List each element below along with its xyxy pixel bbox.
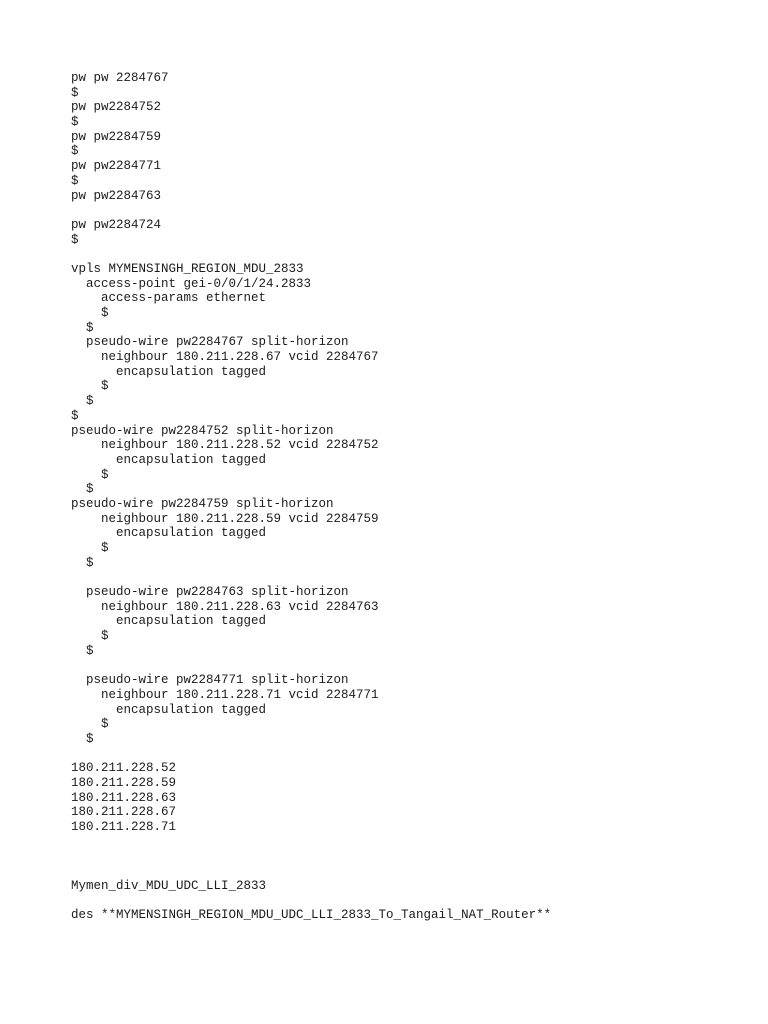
ip-address-line: 180.211.228.71: [71, 820, 177, 835]
neighbour-line: neighbour 180.211.228.63 vcid 2284763: [71, 599, 379, 614]
access-point-line: access-point gei-0/0/1/24.2833: [71, 276, 312, 291]
pw-list: [71, 71, 751, 247]
pseudo-wire-line: pseudo-wire pw2284771 split-horizon: [71, 673, 349, 688]
blank-line: [71, 849, 751, 864]
encapsulation-line: encapsulation tagged: [71, 614, 267, 629]
blank-line: [71, 835, 751, 850]
encapsulation-line: encapsulation tagged: [71, 702, 267, 717]
neighbour-line: neighbour 180.211.228.71 vcid 2284771: [71, 687, 379, 702]
ip-address-line: 180.211.228.67: [71, 805, 177, 820]
end-marker-line: $: [71, 482, 94, 497]
end-marker-line: $: [71, 555, 94, 570]
pw-line: pw pw2284752: [71, 100, 162, 115]
neighbour-line: neighbour 180.211.228.59 vcid 2284759: [71, 511, 379, 526]
blank-line: [71, 570, 751, 585]
encapsulation-line: encapsulation tagged: [71, 364, 267, 379]
neighbour-line: neighbour 180.211.228.67 vcid 2284767: [71, 350, 379, 365]
access-params-line: access-params ethernet: [71, 291, 267, 306]
ip-address-line: 180.211.228.52: [71, 761, 177, 776]
end-marker-line: $: [71, 643, 94, 658]
blank-line: [71, 203, 751, 218]
pw-line: pw pw 2284767: [71, 71, 169, 85]
end-marker-line: $: [71, 731, 94, 746]
end-marker-line: $: [71, 467, 109, 482]
end-marker-line: $: [71, 85, 79, 100]
neighbour-line: neighbour 180.211.228.52 vcid 2284752: [71, 438, 379, 453]
pseudo-wire-line: pseudo-wire pw2284759 split-horizon: [71, 496, 334, 511]
blank-line: [71, 659, 751, 674]
ip-address-line: 180.211.228.63: [71, 790, 177, 805]
pw-line: pw pw2284763: [71, 188, 162, 203]
ip-address-line: 180.211.228.59: [71, 776, 177, 790]
vpls-header-line: vpls MYMENSINGH_REGION_MDU_2833: [71, 261, 304, 276]
end-marker-line: $: [71, 144, 79, 159]
pw-line: pw pw2284771: [71, 159, 162, 174]
pw-line: pw pw2284759: [71, 129, 162, 144]
end-marker-line: $: [71, 394, 94, 409]
document-text: [71, 71, 751, 923]
blank-line: [71, 747, 751, 762]
pseudo-wire-line: pseudo-wire pw2284752 split-horizon: [71, 423, 334, 438]
end-marker-line: $: [71, 379, 109, 394]
blank-line: [71, 864, 751, 879]
end-marker-line: $: [71, 115, 79, 130]
end-marker-line: $: [71, 173, 79, 188]
end-marker-line: $: [71, 232, 79, 247]
end-marker-line: $: [71, 717, 109, 732]
pw-line: pw pw2284724: [71, 217, 162, 232]
end-marker-line: $: [71, 541, 109, 555]
end-marker-line: $: [71, 306, 109, 320]
blank-line: [71, 894, 751, 909]
neighbour-ip-list: [71, 761, 751, 834]
vpls-config-block: [71, 262, 751, 747]
vpls-name-line: Mymen_div_MDU_UDC_LLI_2833: [71, 878, 267, 893]
encapsulation-line: encapsulation tagged: [71, 526, 267, 541]
end-marker-line: $: [71, 629, 109, 644]
pseudo-wire-line: pseudo-wire pw2284767 split-horizon: [71, 335, 349, 350]
end-marker-line: $: [71, 320, 94, 335]
blank-line: [71, 247, 751, 262]
encapsulation-line: encapsulation tagged: [71, 452, 267, 467]
pseudo-wire-line: pseudo-wire pw2284763 split-horizon: [71, 585, 349, 600]
end-marker-line: $: [71, 408, 79, 423]
description-line: des **MYMENSINGH_REGION_MDU_UDC_LLI_2833_To_Tangail_NAT_Router**: [71, 908, 552, 923]
